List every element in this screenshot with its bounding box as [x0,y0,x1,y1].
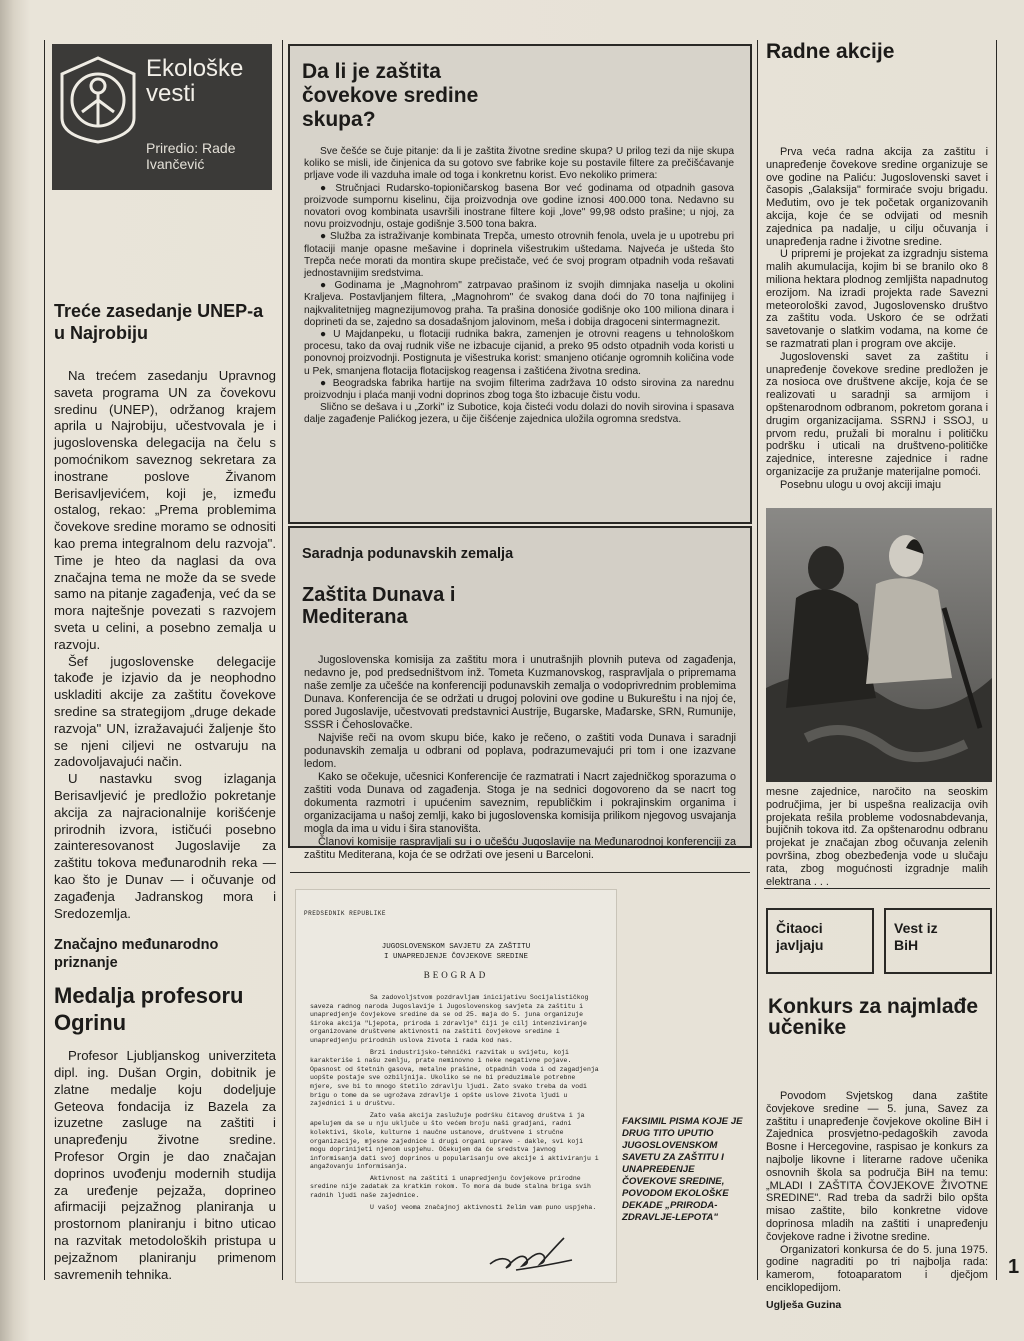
paragraph: Prva veća radna akcija za zaštitu i unapređenje čovekove sredine organizuje se ove godine na Paliću: Jugoslovenski savet i časopis „Galaksija" formiraće svoju brigadu. Međutim, ovo je tek početak organizovanih akcija, koje će se odvijati od mesnih zajednica pa nadalje, u cilju očuvanja i unapređenja radne i životne sredine. [766,146,988,248]
paragraph: mesne zajednice, naročito na seoskim područjima, jer bi uspešna realizacija ovih projekata rešila probleme vodosnabdevanja, bujičnih tokova itd. Za opštenarodnu odbranu projekat je značajan zbog očuvanja zelenih površina, zbog obezbeđenja vode u slučaju rata, zbog mogućnosti izgradnje malih elektrana . . . [766,786,988,888]
ecology-emblem-icon [58,56,138,144]
unep-article [54,368,276,922]
column-rule [996,40,997,1280]
konkurs-headline: Konkurs za najmlađe učenike [768,995,979,1039]
left-column [54,300,276,1283]
author-name: Uglješa Guzina [766,1298,842,1311]
paragraph: Posebnu ulogu u ovoj akciji imaju [780,478,942,491]
paragraph: U nastavku svog izlaganja Berisavljević je predložio pokretanje akcija za najracionalnije korišćenje prirodnih izvora, ističući posebno zainteresovanost Jugoslavije za zaštitu tokova međunarodnih reka — kao što je Dunav — i očuvanje od zagađenja Jadranskog mora i Sredozemlja. [54,771,276,921]
tito-letter-facsimile [296,890,616,1282]
letter-addressee-line: JUGOSLOVENSKOM SAVJETU ZA ZAŠTITU [381,943,531,951]
paragraph: Profesor Ljubljanskog univerziteta dipl. ing. Dušan Orgin, dobitnik je zlatne medalje koju dodeljuje Geteova fondacija iz Bazela za izuzetne zasluge na zaštiti i unapređenju životne sredine. Profesor Orgin je dao značajan doprinos uvođenju modernih studija za uređenje pejzaža, doprineo afirmaciji pejzažnog planiranja u prostornom planiranju i bitno uticao na razvitak metodoloških pristupa u pejzažnom planiranju primenom savremenih tehnika. [54,1048,276,1282]
photo-illustration [766,508,992,782]
citaoci-javljaju-box [766,908,874,974]
column-rule [757,40,758,1280]
letter-body [310,994,602,1215]
medalja-article [54,1048,276,1283]
radne-akcije-headline: Radne akcije [766,40,895,63]
column-rule [282,40,283,1280]
section-credit: Priredio: Rade Ivančević [146,140,236,172]
paragraph: Jugoslovenski savet za zaštitu i unapređenje čovekove sredine predložen je za nosioca ove društvene akcije, koja će se realizovati u saradnji sa armijom i opštenarodnom odbranom, pokretom gorana i drugim organizacijama. SSRNJ i SSOJ, u prvom redu, pružali bi moralnu i političku podršku i uticali na društveno-političke zajednice, interesne zajednice i radne organizacije za pružanje materijalne pomoći. [766,350,988,478]
unep-headline: Treće zasedanje UNEP-a u Najrobiju [54,301,264,343]
box-label: Čitaoci javljaju [776,920,824,953]
paragraph: Najviše reči na ovom skupu biće, kako je rečeno, o zaštiti voda Dunava i saradnji podunavskih zemalja u odbrani od poplava, podrazumevajući pri tom i one izazvane ledom. [304,732,736,770]
bullet-paragraph: ● Služba za istraživanje kombinata Trepča, umesto otrovnih fenola, uvela je u upotrebu pri flotaciji manje opasne mešavine i doprinela višestrukim uštedama. Najveća je ušteda što Trepča neće morati da montira skupe prečistače, već će svoj program otpadnih voda rešavati jednostavnijim sredstvima. [304,231,734,280]
paragraph: Šef jugoslovenske delegacije takođe je izjavio da je neophodno uskladiti akcije za zaštitu čovekove sredine sa strategijom „druge dekade razvoja" UN, izražavajući žaljenje što se njeni ciljevi ne ostvaruju na zadovoljavajući način. [54,653,276,770]
letter-caption: FAKSIMIL PISMA KOJE JE DRUG TITO UPUTIO JUGOSLOVENSKOM SAVETU ZA ZAŠTITU I UNAPREĐENJE ČOVEKOVE SREDINE, POVODOM EKOLOŠKE DEKADE „PRIRODA-ZDRAVLJE-LEPOTA" [622,1116,743,1223]
konkurs-article [766,1090,988,1312]
paragraph: Jugoslovenska komisija za zaštitu mora i unutrašnjih plovnih puteva od zagađenja, nedavno je, pod predsedništvom inž. Tometa Kuzmanovskog, raspravljala o pripremama naše zemlje za učešće na konferenciji podunavskih zemalja o vodoprivrednim problemima Dunava. Konferencija će se održati u drugoj polovini ove godine u Bukureštu i na njoj će, pored Jugoslavije, učestvovati predstavnici Austrije, Bugarske, Mađarske, SRN, Rumunije, SSSR i Čehoslovačke. [304,654,736,731]
letter-paragraph: Aktivnost na zaštiti i unapredjenju čovjekove prirodne sredine nije zadatak za kratkim rokom. To mora da bude stalna briga svih radnih ljudi naše zajednice. [310,1174,591,1200]
bullet-paragraph: ● U Majdanpeku, u flotaciji rudnika bakra, zamenjen je otrovni reagens u tehnološkom procesu, tako da ovaj rudnik više ne izbacuje cijanid, a preko 95 odsto otpadnih voda koristi u ponovnoj proizvodnji. Postignuta je višestruka korist: smanjeno otićanje ogromnih količina vode u Pek, smanjena flotacija flotacijskog reagensa i zaštićena životna sredina. [304,329,734,377]
radne-akcije-article [766,146,988,492]
medalja-headline: Medalja profesoru Ogrinu [54,983,244,1036]
paragraph: Članovi komisije raspravljali su i o učešću Jugoslavije na Međunarodnoj konferenciji za zaštitu Mediterana, koja će se održati ove jeseni u Barceloni. [304,836,736,861]
ekoloske-vesti-header [52,44,272,190]
zastita-skupa-headline: Da li je zaštita čovekove sredine skupa? [302,60,479,131]
letter-paragraph: Sa zadovoljstvom pozdravljam inicijativu Socijalističkog saveza radnog naroda Jugoslavije i Jugoslovenskog savjeta za zaštitu i unapredjenje čovjekove sredine da se od 25. maja do 5. juna organizuje široka akcija "Ljepota, priroda i zdravlje" čiji je cilj intenziviranje organizovane društvene aktivnosti na zaštiti čovjekove sredine i unapredjenju prirodnih uslova života i rada kod nas. [310,994,589,1044]
section-rule [290,872,750,873]
paragraph: Organizatori konkursa će do 5. juna 1975. godine nagraditi po tri najbolja rada: kamerom, fotoaparatom i dječjom enciklopedijom. [766,1243,988,1294]
zastita-skupa-article [304,146,734,427]
letter-addressee-line: I UNAPREDJENJE ČOVJEKOVE SREDINE [383,953,529,961]
paragraph: Slično se dešava i u „Zorki" iz Subotice, koja čisteći vodu dolazi do novih sirovina i spasava dalje zagađenje Palićkog jezera, u čije čišćenje zajednica uložila ogromna sredstva. [304,402,734,426]
page-number: 1 [1008,1256,1020,1278]
letter-paragraph: U vašoj veoma značajnoj aktivnosti želim vam puno uspjeha. [370,1203,597,1211]
column-rule [44,40,45,1280]
letter-paragraph: Zato vaša akcija zaslužuje podršku čitavog društva i ja apelujem da se u nju uključe u što većem broju naši gradjani, radni kolektivi, škole, kulturne i naučne ustanove, društvene i stručne organizacije, mjesne zajednice i drugi organi uprave - dakle, svi koji mogu doprinijeti njenom uspjehu. Očekujem da će sredstva javnog informisanja dati svoj doprinos u popularisanju ove akcije i aktiviranju i angažovanju informisanja. [310,1111,599,1171]
letter-addressee [296,942,616,962]
letter-letterhead: PREDSEDNIK REPUBLIKE [304,910,387,917]
section-title: Ekološke vesti [146,55,244,107]
box-label: Vest iz BiH [894,920,938,953]
dunav-kicker: Saradnja podunavskih zemalja [302,546,514,562]
paragraph: U pripremi je projekat za izgradnju sistema malih akumulacija, kojim bi se branilo oko 8 miliona hektara plodnog zemljišta napadnutog erozijom. Na izradi projekta rade Savezni meteorološki zavod, Jugoslovensko društvo za zaštitu voda. Uskoro će se održati savetovanje o slatkim vodama, na kome će se razmatrati plan i program ove akcije. [766,248,988,350]
radne-akcije-continued [766,786,988,888]
letter-city: BEOGRAD [423,970,489,980]
bullet-paragraph: ● Stručnjaci Rudarsko-topioničarskog basena Bor već godinama od otpadnih gasova proizvode sumpornu kiselinu, čija proizvodnja ove godine iznosi 400.000 tona. Nedavno su novatori ovog kombinata usavršili inostrane filtere koji „love" 99,98 odsto prašine; u njoj, za novu proizvodnju, ostaje godišnje 3.500 tona bakra. [304,182,734,231]
handwritten-signature [486,1230,576,1274]
bullet-paragraph: ● Godinama je „Magnohrom" zatrpavao prašinom iz svojih dimnjaka naselja u okolini Kraljeva. Postavljanjem filtera, „Magnohrom" će svakog dana doći do 70 tona najfinijeg i najkvalitetnijeg magnezijumovog praha. Ta prašina donosiće godišnje oko 100 miliona dinara i doprineti da se, zajedno sa dosadašnjom jalovinom, meša i dobija dragoceni sintermagnezit. [304,280,734,328]
dunav-box [288,526,752,861]
paragraph: Sve češće se čuje pitanje: da li je zaštita životne sredine skupa? U prilog tezi da nije skupa koliko se misli, ide činjenica da su gotovo sve fabrike koje su postavile filtere za prečišćavanje prljave vode ili vazduha imale od toga i konkretnu korist. Evo nekoliko primera: [304,146,734,182]
planting-trees-photo [766,508,992,782]
bullet-paragraph: ● Beogradska fabrika hartije na svojim filterima zadržava 10 odsto sirovina za narednu proizvodnju i plaća manji vodni doprinos zbog toga što izbacuje čistu vodu. [304,377,734,402]
dunav-headline: Zaštita Dunava i Mediterana [302,584,456,628]
dunav-article [304,654,736,862]
paragraph: Na trećem zasedanju Upravnog saveta programa UN za čovekovu sredinu (UNEP), održanog krajem aprila u Najrobiju, učestvovala je i jugoslovenska delegacija na čelu s pomoćnikom saveznog sekretara za inostrane poslove Živanom Berisavljevićem, koji je, između ostalog, rekao: „Prema problemima čovekove sredine moramo se odnositi kao prema integralnom delu razvoja". Time je hteo da naglasi da ova značajna tema ne može da se svede samo na pitanje zagađenja, već da se mora najtešnje povezati s razvojem sveta u celini, a posebno zemalja u razvoju. [54,368,276,652]
zastita-skupa-box [288,44,752,524]
paragraph: Povodom Svjetskog dana zaštite čovjekove sredine — 5. juna, Savez za zaštitu i unapređenje čovjekove okoline BiH i Zajednica prosvjetno-pedagoških zavoda Bosne i Hercegovine, raspisao je konkurs za najbolje likovne i literarne radove učenika osnovnih škola sa područja BiH na temu: „MLADI I ZAŠTITA ČOVJEKOVE ŽIVOTNE SREDINE". Rad treba da sadrži bilo opšta misao zaštite, bilo konkretne vidove doprinosa mladih na zaštiti i unapređenju čovjekove radne i životne sredine. [766,1090,988,1243]
letter-paragraph: Brzi industrijsko-tehnički razvitak u svijetu, koji karakteriše i našu zemlju, prate neminovno i neke negativne pojave. Opasnost od štetnih gasova, metalne prašine, otpadnih voda i od zagadjenja uopšte postaje sve ozbiljnija. Ukoliko se ne bi preduzimale potrebne mjere, sve bi to mnogo štetilo zdravlju ljudi. Zato svako treba da vodi brigu o tome da se ugrožava zdravlje i opšte uslove života ljudi u zajednici i u društvu. [310,1048,599,1108]
medalja-kicker: Značajno međunarodno priznanje [54,937,219,972]
vest-iz-bih-box [884,908,992,974]
paragraph: Kako se očekuje, učesnici Konferencije će razmatrati i Nacrt zajedničkog sporazuma o zaštiti voda Dunava od zagađenja. Stoga je na sednici dogovoreno da se nacrt tog dokumenta razmotri i upućenim saveznim, republičkim i pokrajinskim organima i organizacijama u našoj zemlji, kako bi jugoslovenska komisija prilikom njegovog usvajanja mogla da ima u vidu i šira stanovišta. [304,771,736,835]
